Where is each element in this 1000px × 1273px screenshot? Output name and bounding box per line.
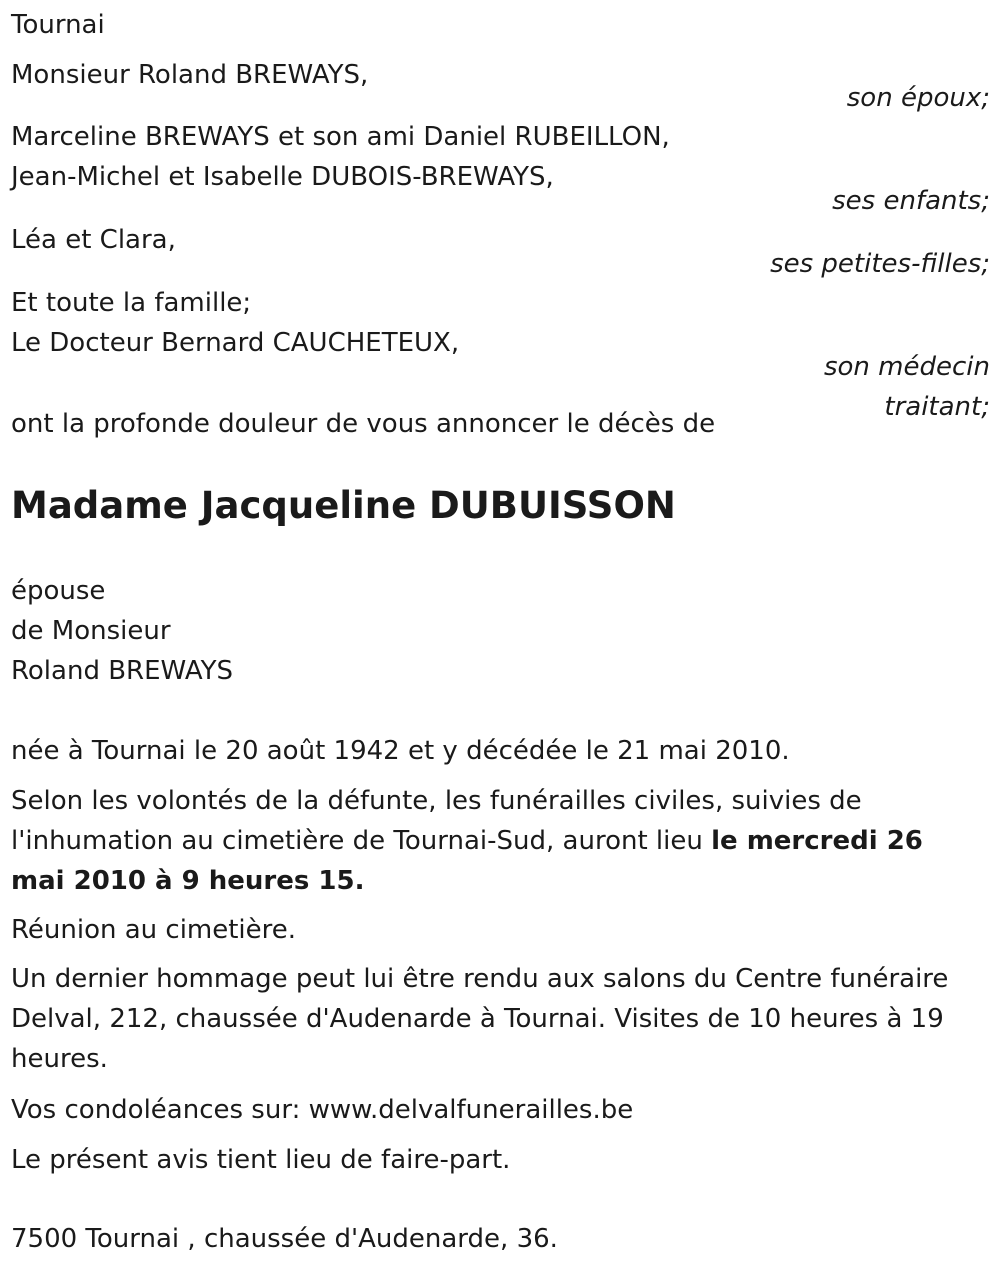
announcement-line: ont la profonde douleur de vous annoncer le décès de: [11, 409, 716, 439]
funeral-line-2: [11, 821, 923, 861]
children-role: ses enfants;: [832, 186, 990, 216]
tribute-line-2: Delval, 212, chaussée d'Audenarde à Tournai. Visites de 10 heures à 19: [11, 1004, 944, 1034]
children-line-1: Marceline BREWAYS et son ami Daniel RUBEILLON,: [11, 122, 670, 152]
meeting-line: Réunion au cimetière.: [11, 915, 297, 945]
tribute-line-1: Un dernier hommage peut lui être rendu aux salons du Centre funéraire: [11, 964, 949, 994]
family-line: Et toute la famille;: [11, 288, 252, 318]
grandchildren-line: Léa et Clara,: [11, 225, 176, 255]
spouse-line: Monsieur Roland BREWAYS,: [11, 60, 369, 90]
relation-line-1: épouse: [11, 576, 106, 606]
notice-line: Le présent avis tient lieu de faire-part.: [11, 1145, 511, 1175]
address-line: 7500 Tournai , chaussée d'Audenarde, 36.: [11, 1224, 558, 1254]
funeral-line-2-plain: l'inhumation au cimetière de Tournai-Sud, auront lieu: [11, 826, 712, 856]
city-heading: Tournai: [11, 10, 105, 40]
doctor-role-line-2: traitant;: [884, 392, 990, 422]
relation-line-2: de Monsieur: [11, 616, 171, 646]
doctor-role-line-1: son médecin: [823, 352, 990, 382]
funeral-line-1: Selon les volontés de la défunte, les funérailles civiles, suivies de: [11, 786, 862, 816]
spouse-role: son époux;: [846, 83, 990, 113]
deceased-name: Madame Jacqueline DUBUISSON: [11, 484, 676, 527]
grandchildren-role: ses petites-filles;: [770, 249, 990, 279]
funeral-line-3: [11, 861, 364, 901]
birth-death-line: née à Tournai le 20 août 1942 et y décédée le 21 mai 2010.: [11, 736, 790, 766]
children-line-2: Jean-Michel et Isabelle DUBOIS-BREWAYS,: [11, 162, 554, 192]
tribute-line-3: heures.: [11, 1044, 108, 1074]
relation-line-3: Roland BREWAYS: [11, 656, 233, 686]
funeral-date-start: le mercredi 26: [711, 826, 923, 856]
funeral-date-end: mai 2010 à 9 heures 15.: [11, 866, 365, 896]
condolences-line: Vos condoléances sur: www.delvalfunerailles.be: [11, 1095, 634, 1125]
doctor-line: Le Docteur Bernard CAUCHETEUX,: [11, 328, 460, 358]
